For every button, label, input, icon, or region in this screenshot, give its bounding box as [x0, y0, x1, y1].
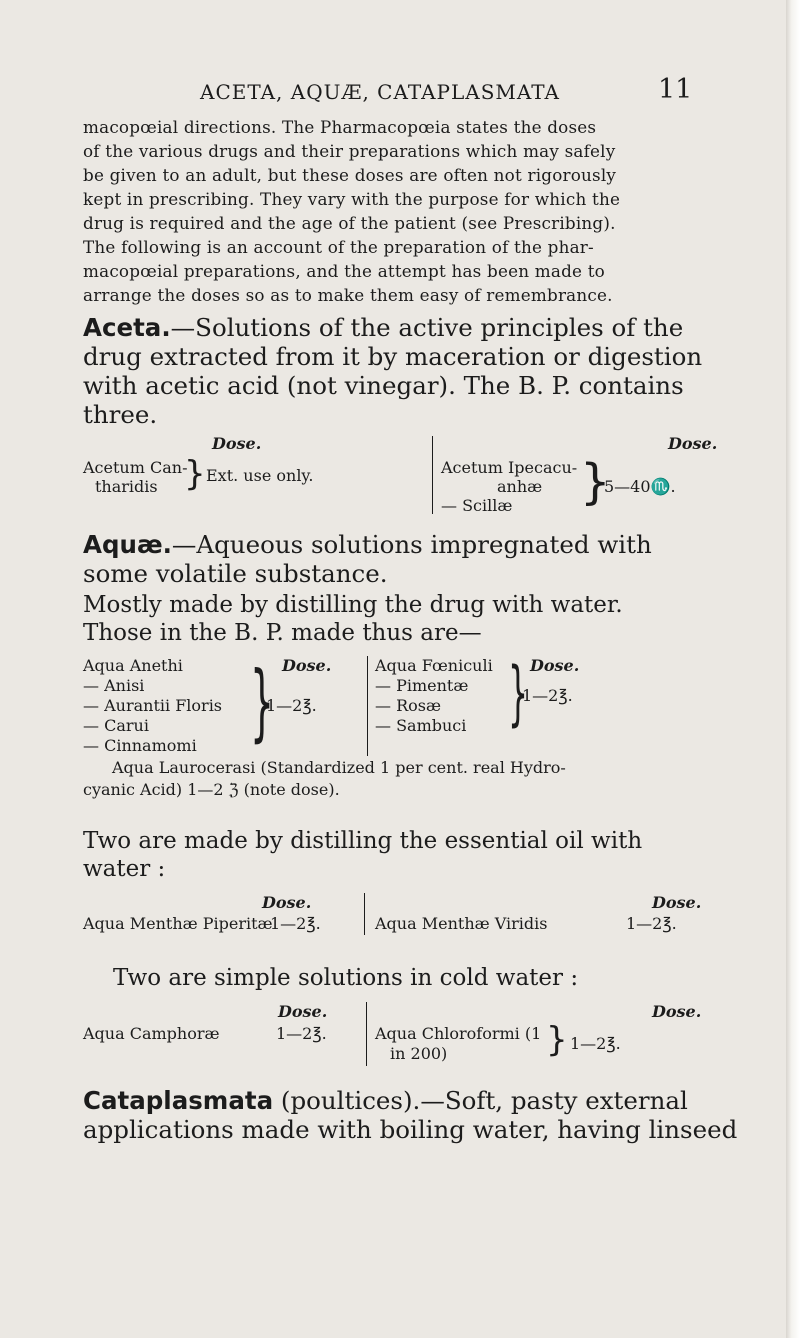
dose-value: 1—2℥. — [522, 686, 573, 705]
dose-value: 5—40♏. — [604, 477, 676, 496]
aquae-line-2: some volatile substance. — [83, 559, 388, 588]
drug-name: — Carui — [83, 716, 149, 735]
drug-name: — Aurantii Floris — [83, 696, 223, 715]
dose-value: Ext. use only. — [206, 466, 314, 485]
intro-line: macopœial directions. The Pharmacopœia states the doses — [83, 117, 597, 137]
essential-oil-line-2: water : — [83, 856, 166, 882]
drug-name: Acetum Can- — [83, 458, 188, 477]
dose-value: 1—2℥. — [270, 914, 321, 933]
dose-header: Dose. — [282, 656, 332, 675]
column-divider — [432, 436, 433, 514]
page-number: 11 — [658, 74, 693, 105]
dose-header: Dose. — [278, 1002, 328, 1021]
intro-line: arrange the doses so as to make them easy of remembrance. — [83, 285, 613, 305]
aceta-line-2: drug extracted from it by maceration or digestion — [83, 342, 703, 371]
drug-name: — Scillæ — [441, 496, 513, 515]
laurocerasi-line-1: Aqua Laurocerasi (Standardized 1 per cent. real Hydro- — [112, 758, 566, 777]
column-divider — [367, 656, 368, 756]
intro-line: of the various drugs and their preparations which may safely — [83, 141, 616, 161]
dose-value: 1—2℥. — [266, 696, 317, 715]
dose-header: Dose. — [212, 434, 262, 453]
header-title: ACETA, AQUÆ, CATAPLASMATA — [200, 80, 560, 104]
aceta-line-4: three. — [83, 400, 158, 429]
column-divider — [364, 893, 365, 935]
aquae-line-4: Those in the B. P. made thus are— — [83, 620, 482, 646]
simple-solutions-heading: Two are simple solutions in cold water : — [113, 965, 579, 991]
dose-header: Dose. — [530, 656, 580, 675]
drug-name: — Pimentæ — [375, 676, 469, 695]
aquae-line-1: —Aqueous solutions impregnated with — [171, 530, 652, 559]
intro-line: drug is required and the age of the patient (see Prescribing). — [83, 213, 616, 233]
intro-line: macopœial preparations, and the attempt has been made to — [83, 261, 605, 281]
brace-icon: } — [546, 1020, 568, 1060]
essential-oil-line-1: Two are made by distilling the essential oil with — [83, 828, 643, 854]
drug-name: anhæ — [497, 477, 543, 496]
aquae-line — [83, 530, 652, 559]
brace-icon: } — [580, 454, 611, 510]
dose-value: 1—2℥. — [570, 1034, 621, 1053]
drug-name: tharidis — [95, 477, 158, 496]
intro-line: be given to an adult, but these doses are often not rigorously — [83, 165, 617, 185]
drug-name: — Rosæ — [375, 696, 442, 715]
dose-header: Dose. — [262, 893, 312, 912]
brace-icon: } — [250, 653, 275, 751]
aceta-line-3: with acetic acid (not vinegar). The B. P. contains — [83, 371, 684, 400]
laurocerasi-line-2: cyanic Acid) 1—2 ℨ (note dose). — [83, 780, 340, 799]
dose-value: 1—2℥. — [626, 914, 677, 933]
aceta-term: Aceta. — [83, 313, 171, 342]
aquae-line-3: Mostly made by distilling the drug with water. — [83, 592, 623, 618]
cataplasmata-term: Cataplasmata — [83, 1086, 274, 1115]
drug-name: Aqua Chloroformi (1 — [375, 1024, 542, 1043]
drug-name: Aqua Menthæ Viridis — [375, 914, 548, 933]
intro-line: kept in prescribing. They vary with the purpose for which the — [83, 189, 621, 209]
drug-name: Aqua Camphoræ — [83, 1024, 220, 1043]
drug-name: Aqua Anethi — [83, 656, 183, 675]
drug-name: — Sambuci — [375, 716, 467, 735]
drug-name: — Anisi — [83, 676, 145, 695]
drug-name: Aqua Fœniculi — [375, 656, 493, 675]
dose-value: 1—2℥. — [276, 1024, 327, 1043]
aceta-line-1: —Solutions of the active principles of the — [170, 313, 684, 342]
drug-name: in 200) — [390, 1044, 448, 1063]
drug-name: Aqua Menthæ Piperitæ — [83, 914, 273, 933]
aceta-line — [83, 313, 683, 342]
dose-header: Dose. — [652, 893, 702, 912]
aquae-term: Aquæ. — [83, 530, 172, 559]
intro-line: The following is an account of the preparation of the phar- — [83, 237, 594, 257]
brace-icon: } — [184, 454, 206, 494]
dose-header: Dose. — [668, 434, 718, 453]
running-header — [0, 74, 786, 108]
cataplasmata-line — [83, 1086, 688, 1115]
column-divider — [366, 1002, 367, 1066]
drug-name: — Cinnamomi — [83, 736, 197, 755]
page-edge — [786, 0, 800, 1338]
cataplasmata-line-1: (poultices).—Soft, pasty external — [273, 1086, 688, 1115]
cataplasmata-line-2: applications made with boiling water, having linseed — [83, 1115, 738, 1144]
brace-icon: } — [508, 652, 529, 734]
dose-header: Dose. — [652, 1002, 702, 1021]
drug-name: Acetum Ipecacu- — [441, 458, 578, 477]
